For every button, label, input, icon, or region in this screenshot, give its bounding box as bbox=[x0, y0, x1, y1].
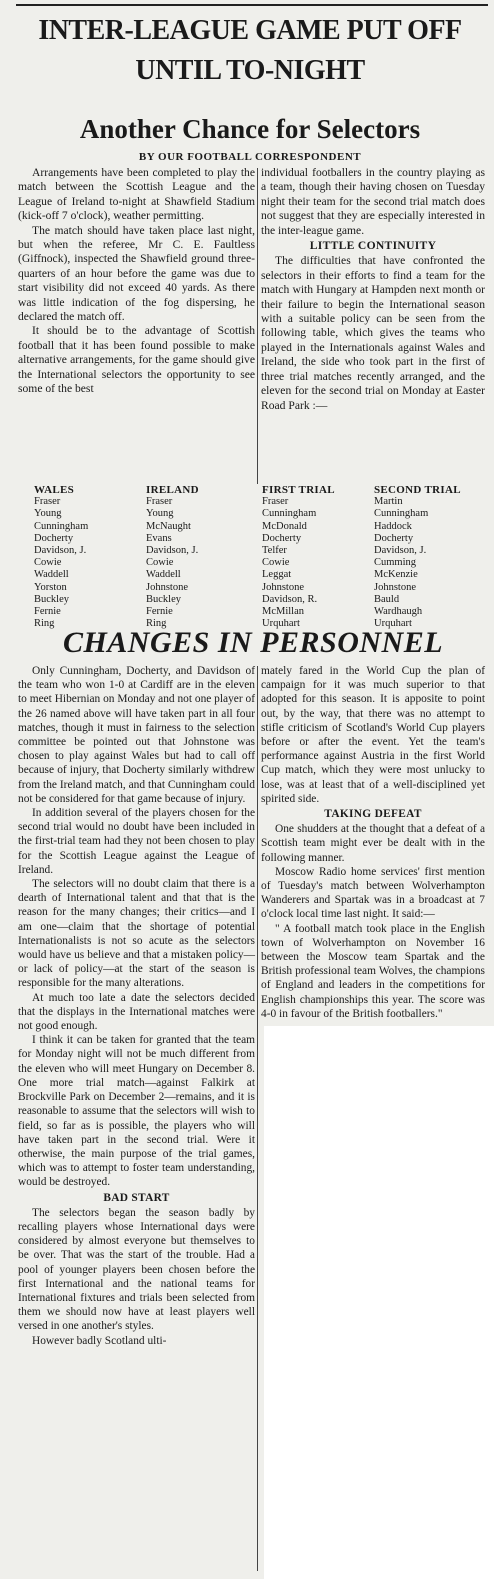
player-name: Docherty bbox=[34, 532, 74, 544]
player-name: Urquhart bbox=[374, 618, 412, 630]
player-name: Bauld bbox=[374, 593, 400, 605]
player-name: Davidson, J. bbox=[34, 545, 87, 557]
column-divider bbox=[257, 168, 258, 484]
paragraph: mately fared in the World Cup the plan of campaign for it was much superior to that adopted for this season. It is apposite to point out, by the way, that there was no attempt to stifle criticism of Scotland's World Cup players before or after the event. Yet the team's performance against Austria in the first World Cup match, which they were most unlucky to lose, was at least that of a well-disciplined yet spirited side. bbox=[261, 665, 485, 805]
player-name: Fraser bbox=[146, 496, 173, 508]
player-name: McNaught bbox=[146, 520, 191, 532]
paragraph: Only Cunningham, Docherty, and Davidson of the team who won 1-0 at Cardiff are in the eleven to meet Hibernian on Monday and not one player of the 26 named above will have taken part in all four matches, though it must in fairness to the selection committee be pointed out that Johnstone was chosen to play against Wales but had to call off because of injury, that Docherty similarly withdrew from the Ireland match, and that Cunningham could not be considered for that game because of injury. bbox=[18, 665, 255, 805]
team-header: SECOND TRIAL bbox=[374, 484, 461, 496]
paragraph: Arrangements have been completed to play the match between the Scottish League and the League of Ireland to-night at Shawfield Stadium (kick-off 7 o'clock), weather permitting. bbox=[18, 166, 255, 223]
player-name: Cunningham bbox=[262, 508, 317, 520]
top-rule bbox=[16, 4, 488, 6]
paragraph: The selectors will no doubt claim that there is a dearth of International talent and that that is the reason for the many changes; their critics—and I am one—claim that the shortage of potential Internationalists is not so acute as the selectors would have us believe and that a mistaken policy—or lack of policy—at the start of the season is responsible for the many alterations. bbox=[18, 878, 255, 990]
paragraph: One shudders at the thought that a defeat of a Scottish team might ever be dealt with in the following manner. bbox=[261, 823, 485, 864]
player-name: Young bbox=[34, 508, 62, 520]
byline: BY OUR FOOTBALL CORRESPONDENT bbox=[138, 151, 362, 163]
paragraph: It should be to the advantage of Scottish football that it has been found possible to make alternative arrangements, for the game should give the International selectors the opportunity to see some of the best bbox=[18, 324, 255, 396]
paragraph: At much too late a date the selectors decided that the displays in the International matches were not good enough. bbox=[18, 991, 255, 1033]
headline-line-2: UNTIL TO-NIGHT bbox=[135, 55, 365, 86]
player-name: Waddell bbox=[34, 569, 69, 581]
player-name: Ring bbox=[146, 618, 167, 630]
player-name: Haddock bbox=[374, 520, 412, 532]
blank-paper-area bbox=[264, 1026, 494, 1579]
player-name: Fraser bbox=[34, 496, 61, 508]
player-name: Fraser bbox=[262, 496, 289, 508]
article-column-4 bbox=[261, 664, 485, 1021]
player-name: Fernie bbox=[146, 606, 173, 618]
player-name: Cumming bbox=[374, 557, 417, 569]
section-subhead: TAKING DEFEAT bbox=[324, 808, 422, 821]
player-name: Wardhaugh bbox=[374, 606, 423, 618]
team-column-ireland bbox=[146, 484, 199, 630]
player-name: Cowie bbox=[146, 557, 174, 569]
paragraph: individual footballers in the country playing as a team, though their having chosen on Tuesday night their team for the second trial match does not suggest that they are especially interested in the inter-league game. bbox=[261, 166, 485, 237]
paragraph: " A football match took place in the English town of Wolverhampton on November 16 between the Moscow team Spartak and the British professional team Wolves, the champions of England and leaders in the competitions for English championships this year. The score was 4-0 in favour of the British footballers." bbox=[261, 922, 485, 1020]
player-name: Cowie bbox=[34, 557, 62, 569]
team-header: IRELAND bbox=[146, 484, 199, 496]
paragraph: In addition several of the players chosen for the second trial would no doubt have been included in the first-trial team had they not been chosen to play for the Scottish League against the League of Ireland. bbox=[18, 807, 255, 876]
team-column-wales bbox=[34, 484, 88, 630]
player-name: Johnstone bbox=[146, 581, 188, 593]
article-column-2 bbox=[261, 166, 485, 413]
player-name: Fernie bbox=[34, 606, 61, 618]
player-name: Davidson, J. bbox=[146, 545, 199, 557]
section-heading-changes: CHANGES IN PERSONNEL bbox=[62, 626, 444, 659]
player-name: Davidson, J. bbox=[374, 545, 427, 557]
paragraph: The selectors began the season badly by recalling players whose International days were considered by almost everyone but themselves to be over. That was the start of the trouble. Had a pool of younger players been chosen before the first International and the national teams for International fixtures and trials been selected from them we should now have at least players well versed in one another's styles. bbox=[18, 1206, 255, 1333]
player-name: Ring bbox=[34, 618, 55, 630]
section-subhead: LITTLE CONTINUITY bbox=[309, 239, 437, 253]
player-name: Buckley bbox=[146, 593, 181, 605]
section-subhead: BAD START bbox=[103, 1191, 170, 1204]
paragraph: Moscow Radio home services' first mention of Tuesday's match between Wolverhampton Wanderers and Spartak was in a broadcast at 7 o'clock local time last night. It said:— bbox=[261, 865, 485, 921]
team-selection-table bbox=[18, 484, 485, 630]
paragraph: I think it can be taken for granted that the team for Monday night will not be much different from the eleven who will meet Hungary on December 8. One more trial match—against Falkirk at Brockville Park on December 2—remains, and it is reasonable to assume that the selectors will wish to field, so far as is possible, the players who will have taken part in the second trial. Were it otherwise, the main purpose of the trial games, which was to attempt to foster team understanding, would be destroyed. bbox=[18, 1034, 255, 1189]
player-name: Johnstone bbox=[374, 581, 416, 593]
player-name: Docherty bbox=[262, 532, 302, 544]
player-name: Evans bbox=[146, 532, 172, 544]
paragraph: The match should have taken place last night, but when the referee, Mr C. E. Faultless (Giffnock), inspected the Shawfield ground three-quarters of an hour before the game was due to start visibility did not exceed 40 yards. As there was little indication of the fog dispersing, he declared the match off. bbox=[18, 223, 255, 324]
player-name: Cunningham bbox=[34, 520, 89, 532]
player-name: Martin bbox=[374, 496, 403, 508]
article-column-3 bbox=[18, 664, 255, 1348]
player-name: Leggat bbox=[262, 569, 292, 581]
team-column-first-trial bbox=[262, 484, 335, 630]
team-header: FIRST TRIAL bbox=[262, 484, 335, 496]
player-name: Waddell bbox=[146, 569, 181, 581]
headline-line-1: INTER-LEAGUE GAME PUT OFF bbox=[38, 15, 462, 46]
article-column-1 bbox=[18, 166, 255, 397]
team-header: WALES bbox=[34, 484, 75, 496]
player-name: McDonald bbox=[262, 520, 307, 532]
player-name: Cowie bbox=[262, 557, 290, 569]
player-name: Yorston bbox=[34, 581, 67, 593]
player-name: McKenzie bbox=[374, 569, 418, 581]
player-name: Davidson, R. bbox=[262, 593, 318, 605]
subheadline: Another Chance for Selectors bbox=[79, 114, 421, 144]
player-name: Buckley bbox=[34, 593, 69, 605]
player-name: Young bbox=[146, 508, 174, 520]
player-name: Docherty bbox=[374, 532, 414, 544]
player-name: Urquhart bbox=[262, 618, 300, 630]
player-name: McMillan bbox=[262, 606, 304, 618]
player-name: Cunningham bbox=[374, 508, 429, 520]
column-divider bbox=[257, 666, 258, 1571]
player-name: Johnstone bbox=[262, 581, 304, 593]
paragraph: The difficulties that have confronted the selectors in their efforts to find a team for the match with Hungary at Hampden next month or their failure to begin the International season with a suitable policy can be seen from the following table, which gives the teams who played in the Internationals against Wales and Ireland, the side who took part in the first of three trial matches recently arranged, and the eleven for the second trial on Monday at Easter Road Park :— bbox=[261, 254, 485, 412]
paragraph: However badly Scotland ulti- bbox=[32, 1334, 167, 1347]
player-name: Telfer bbox=[262, 545, 287, 557]
team-column-second-trial bbox=[374, 484, 461, 630]
